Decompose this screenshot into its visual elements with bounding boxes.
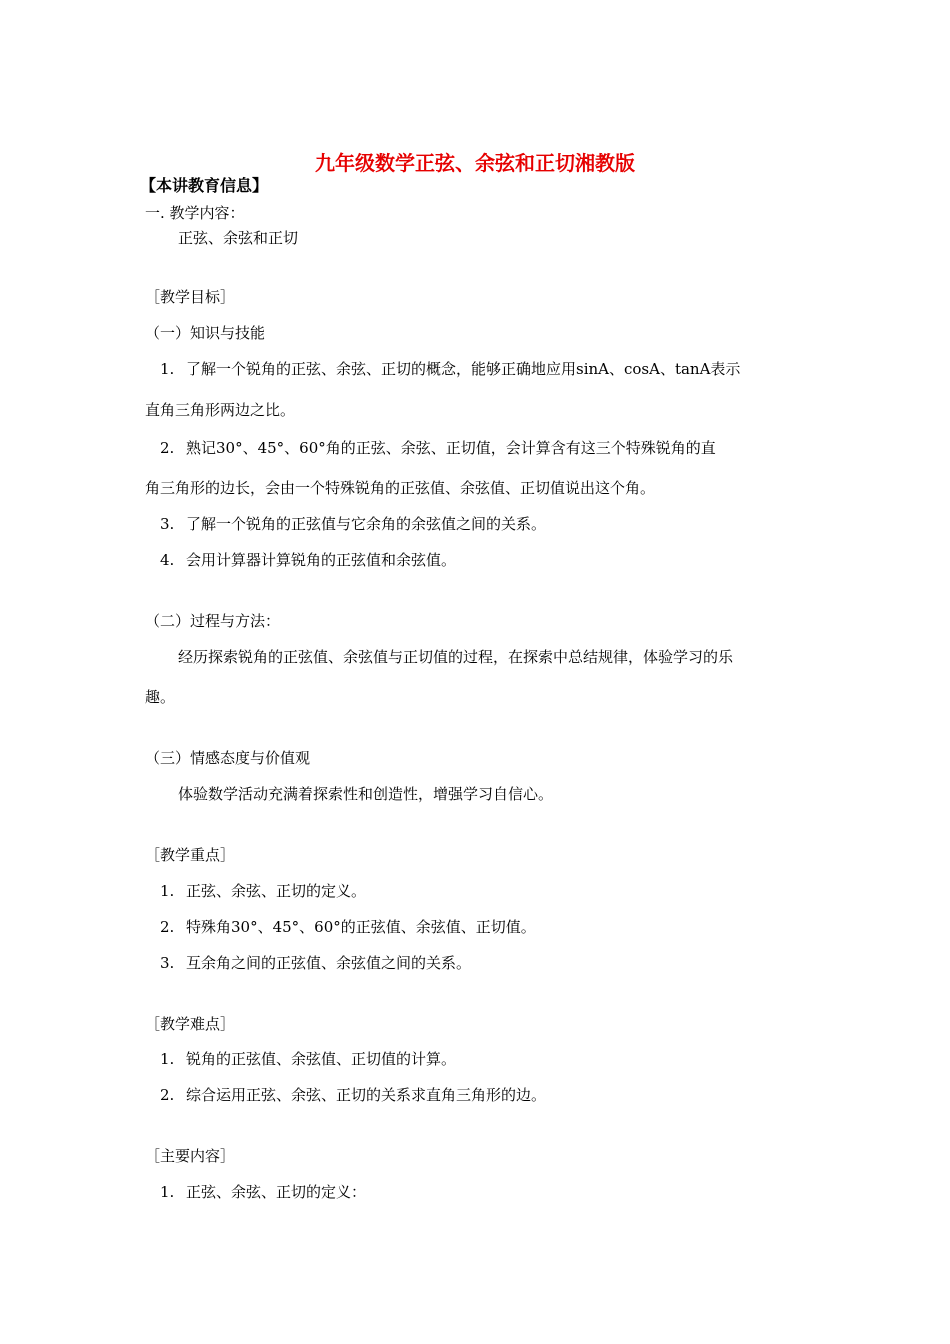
key-point-item-2 xyxy=(160,917,536,937)
list-number: 1. xyxy=(160,1050,175,1068)
knowledge-item-1 xyxy=(160,359,740,379)
attitude-header: （三）情感态度与价值观 xyxy=(145,749,311,767)
list-number: 2. xyxy=(160,1086,175,1104)
process-text: 经历探索锐角的正弦值、余弦值与正切值的过程，在探索中总结规律，体验学习的乐 xyxy=(178,648,734,666)
list-number: 4. xyxy=(160,551,175,569)
content-label: 一. 教学内容： xyxy=(145,204,245,222)
key-point-item-1 xyxy=(160,881,366,901)
list-text: 互余角之间的正弦值、余弦值之间的关系。 xyxy=(186,954,472,972)
knowledge-item-4 xyxy=(160,550,456,570)
knowledge-item-3 xyxy=(160,514,546,534)
list-text: 特殊角30°、45°、60°的正弦值、余弦值、正切值。 xyxy=(186,918,536,936)
list-number: 1. xyxy=(160,882,175,900)
list-number: 3. xyxy=(160,954,175,972)
knowledge-item-2 xyxy=(160,438,716,458)
process-text-cont: 趣。 xyxy=(145,688,176,706)
list-text: 锐角的正弦值、余弦值、正切值的计算。 xyxy=(186,1050,457,1068)
list-text: 正弦、余弦、正切的定义。 xyxy=(186,882,367,900)
process-header: （二）过程与方法： xyxy=(145,612,281,630)
document-title: 九年级数学正弦、余弦和正切湘教版 xyxy=(315,151,635,175)
difficulties-header: ［教学难点］ xyxy=(145,1015,236,1033)
list-text: 综合运用正弦、余弦、正切的关系求直角三角形的边。 xyxy=(186,1086,547,1104)
content-text: 正弦、余弦和正切 xyxy=(178,229,299,247)
info-header: 【本讲教育信息】 xyxy=(140,176,269,195)
difficulty-item-1 xyxy=(160,1049,456,1069)
key-points-header: ［教学重点］ xyxy=(145,846,236,864)
list-text: 了解一个锐角的正弦值与它余角的余弦值之间的关系。 xyxy=(186,515,547,533)
list-number: 2. xyxy=(160,439,175,457)
list-text: 熟记30°、45°、60°角的正弦、余弦、正切值，会计算含有这三个特殊锐角的直 xyxy=(186,439,716,457)
difficulty-item-2 xyxy=(160,1085,546,1105)
main-content-item-1 xyxy=(160,1182,366,1202)
list-text: 正弦、余弦、正切的定义： xyxy=(186,1183,367,1201)
main-content-header: ［主要内容］ xyxy=(145,1147,236,1165)
list-text: 会用计算器计算锐角的正弦值和余弦值。 xyxy=(186,551,457,569)
attitude-text: 体验数学活动充满着探索性和创造性，增强学习自信心。 xyxy=(178,785,554,803)
list-number: 2. xyxy=(160,918,175,936)
knowledge-item-2-cont: 角三角形的边长，会由一个特殊锐角的正弦值、余弦值、正切值说出这个角。 xyxy=(145,479,656,497)
list-number: 3. xyxy=(160,515,175,533)
key-point-item-3 xyxy=(160,953,471,973)
objectives-header: ［教学目标］ xyxy=(145,288,236,306)
knowledge-item-1-cont: 直角三角形两边之比。 xyxy=(145,401,296,419)
list-number: 1. xyxy=(160,360,175,378)
list-text: 了解一个锐角的正弦、余弦、正切的概念，能够正确地应用sinA、cosA、tanA表示 xyxy=(186,360,741,378)
knowledge-header: （一）知识与技能 xyxy=(145,324,266,342)
list-number: 1. xyxy=(160,1183,175,1201)
